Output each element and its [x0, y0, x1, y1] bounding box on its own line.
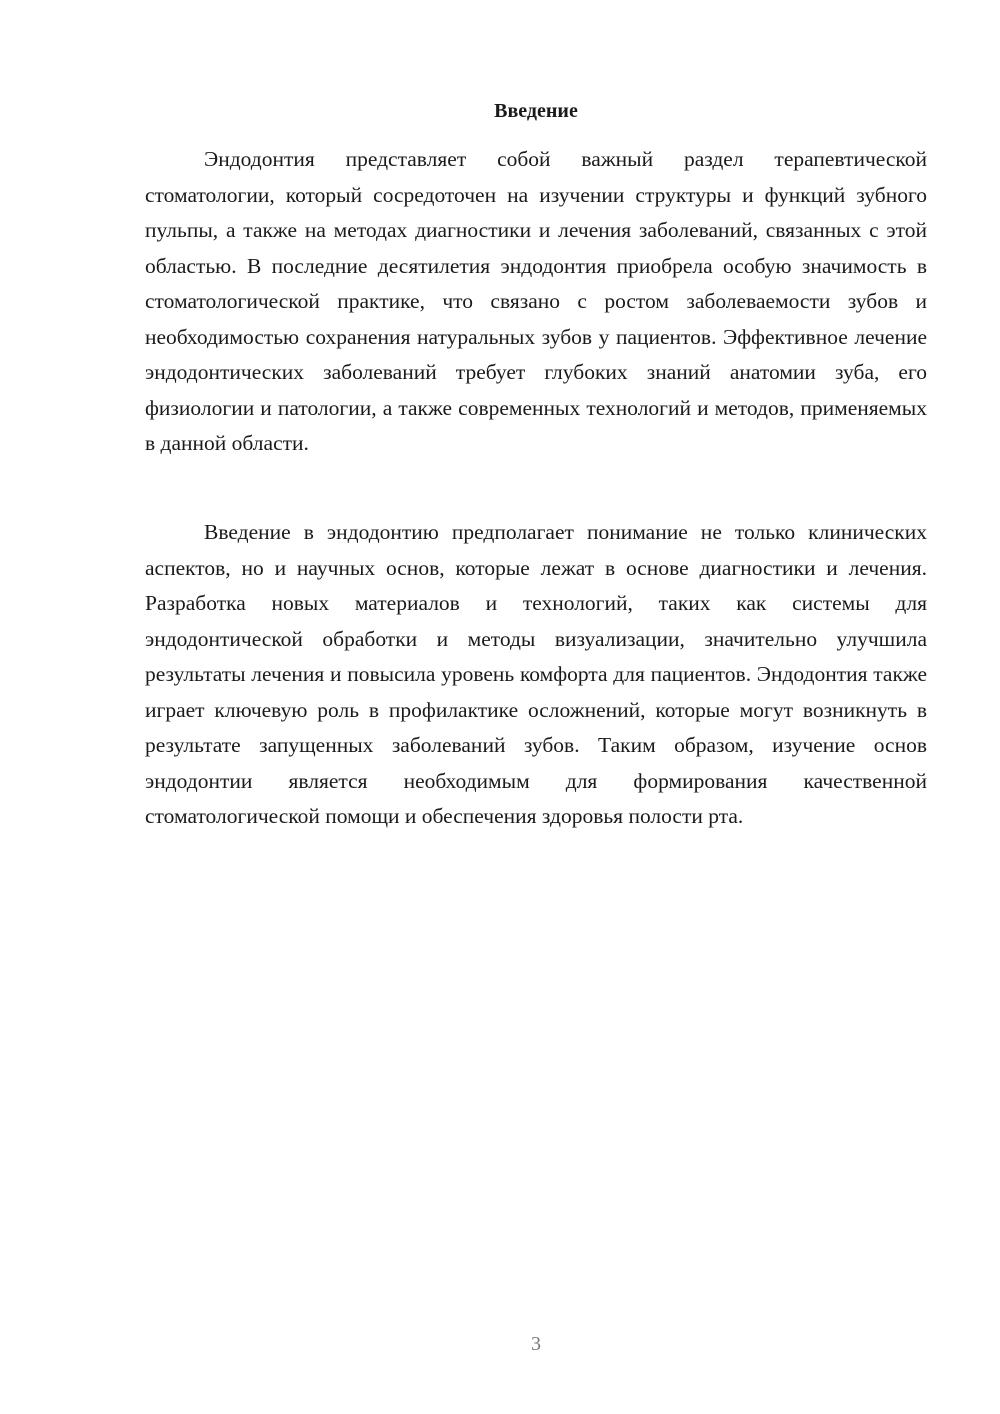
paragraph-block-1 [145, 142, 927, 462]
paragraph-2: Введение в эндодонтию предполагает понимание не только клинических аспектов, но и научных основ, которые лежат в основе диагностики и лечения. Разработка новых материалов и технологий, таких как системы для эндодонтической обработки и методы визуализации, значительно улучшила результаты лечения и повысила уровень комфорта для пациентов. Эндодонтия также играет ключевую роль в профилактике осложнений, которые могут возникнуть в результате запущенных заболеваний зубов. Таким образом, изучение основ эндодонтии является необходимым для формирования качественной стоматологической помощи и обеспечения здоровья полости рта. [145, 520, 927, 828]
paragraph-block-2 [145, 515, 927, 835]
paragraph-1: Эндодонтия представляет собой важный раздел терапевтической стоматологии, который сосредоточен на изучении структуры и функций зубного пульпы, а также на методах диагностики и лечения заболеваний, связанных с этой областью. В последние десятилетия эндодонтия приобрела особую значимость в стоматологической практике, что связано с ростом заболеваемости зубов и необходимостью сохранения натуральных зубов у пациентов. Эффективное лечение эндодонтических заболеваний требует глубоких знаний анатомии зуба, его физиологии и патологии, а также современных технологий и методов, применяемых в данной области. [145, 147, 927, 455]
section-heading: Введение [494, 100, 578, 122]
page-number: 3 [531, 1333, 541, 1355]
